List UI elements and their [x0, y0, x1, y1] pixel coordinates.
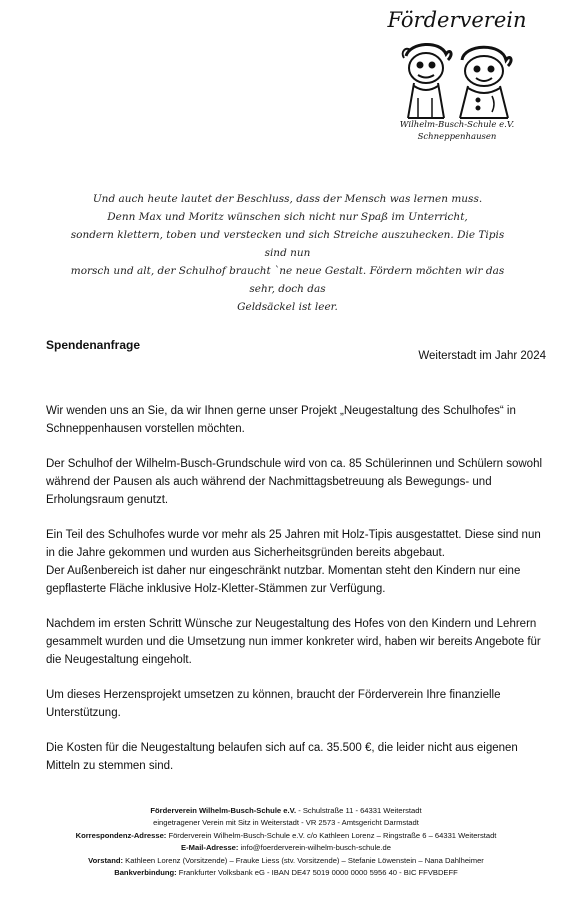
paragraph-tipis-part2: Der Außenbereich ist daher nur eingeschränkt nutzbar. Momentan steht den Kindern nur eine gepflasterte Fläche inklusive Holz-Kletter-Stämmen zur Verfügung. — [46, 565, 521, 595]
paragraph-support: Um dieses Herzensprojekt umsetzen zu können, braucht der Förderverein Ihre finanzielle Unterstützung. — [46, 689, 501, 719]
quote-line: morsch und alt, der Schulhof braucht `ne neue Gestalt. Fördern möchten wir das sehr, doch das — [70, 265, 505, 295]
quote-line: Geldsäckel ist leer. — [237, 301, 338, 313]
footer-board-line — [0, 855, 572, 867]
letter-body — [46, 402, 546, 792]
paragraph-offers: Nachdem im ersten Schritt Wünsche zur Neugestaltung des Hofes von den Kindern und Lehrern gesammelt wurden und die Umsetzung nun immer konkreter wird, haben wir bereits Angebote für die Neugestaltung eingeholt. — [46, 618, 541, 666]
footer-board-value: Kathleen Lorenz (Vorsitzende) – Frauke Liess (stv. Vorsitzende) – Stefanie Löwenstein – Nana Dahlheimer — [123, 855, 484, 865]
footer-email-value[interactable]: info@foerderverein-wilhelm-busch-schule.de — [238, 843, 391, 853]
footer-bank-value: Frankfurter Volksbank eG - IBAN DE47 5019 0000 0000 5956 40 - BIC FFVBDEFF — [176, 868, 458, 878]
quote-line: Und auch heute lautet der Beschluss, dass der Mensch was lernen muss. — [92, 193, 483, 205]
footer-email-line — [0, 842, 572, 854]
footer-org-line — [0, 805, 572, 817]
paragraph-intro: Wir wenden uns an Sie, da wir Ihnen gerne unser Projekt „Neugestaltung des Schulhofes“ in Schneppenhausen vorstellen möchten. — [46, 405, 516, 435]
paragraph-costs: Die Kosten für die Neugestaltung belaufen sich auf ca. 35.500 €, die leider nicht aus eigenen Mitteln zu stemmen sind. — [46, 742, 518, 772]
footer-org-name: Förderverein Wilhelm-Busch-Schule e.V. — [150, 806, 297, 815]
footer-bank-line — [0, 867, 572, 879]
foerderverein-logo — [382, 8, 532, 158]
footer-registry: eingetragener Verein mit Sitz in Weiterstadt - VR 2573 - Amtsgericht Darmstadt — [153, 818, 419, 828]
footer-board-label: Vorstand: — [88, 855, 124, 865]
footer-correspondence-line — [0, 830, 572, 842]
max-and-moritz-illustration-icon — [396, 38, 518, 120]
logo-title: Förderverein — [387, 8, 527, 32]
letter-subject: Spendenanfrage — [46, 338, 141, 352]
letter-footer — [0, 805, 572, 879]
paragraph-tipis-part1: Ein Teil des Schulhofes wurde vor mehr als 25 Jahren mit Holz-Tipis ausgestattet. Diese sind nun in die Jahre gekommen und wurden aus Sicherheitsgründen bereits abgebaut. — [46, 529, 541, 559]
logo-subtitle-place: Schneppenhausen — [417, 132, 497, 142]
logo-subtitle-school: Wilhelm-Busch-Schule e.V. — [399, 120, 515, 130]
paragraph-tipis — [46, 526, 546, 598]
footer-bank-label: Bankverbindung: — [114, 868, 177, 878]
quote-line: sondern klettern, toben und verstecken und sich Streiche auszuhecken. Die Tipis sind nun — [70, 229, 505, 259]
quote-line: Denn Max und Moritz wünschen sich nicht nur Spaß im Unterricht, — [107, 211, 468, 223]
paragraph-schoolyard: Der Schulhof der Wilhelm-Busch-Grundschule wird von ca. 85 Schülerinnen und Schülern sowohl während der Pausen als auch während der Nachmittagsbetreuung als Bewegungs- und Erholungsraum genutzt. — [46, 458, 543, 506]
footer-email-label: E-Mail-Adresse: — [181, 843, 239, 853]
footer-corr-label: Korrespondenz-Adresse: — [75, 830, 167, 840]
place-and-date: Weiterstadt im Jahr 2024 — [418, 350, 546, 362]
footer-corr-value: Förderverein Wilhelm-Busch-Schule e.V. c/o Kathleen Lorenz – Ringstraße 6 – 64331 Weiterstadt — [166, 830, 497, 840]
rhyme-quote — [60, 190, 515, 316]
footer-org-address: - Schulstraße 11 - 64331 Weiterstadt — [296, 806, 422, 815]
